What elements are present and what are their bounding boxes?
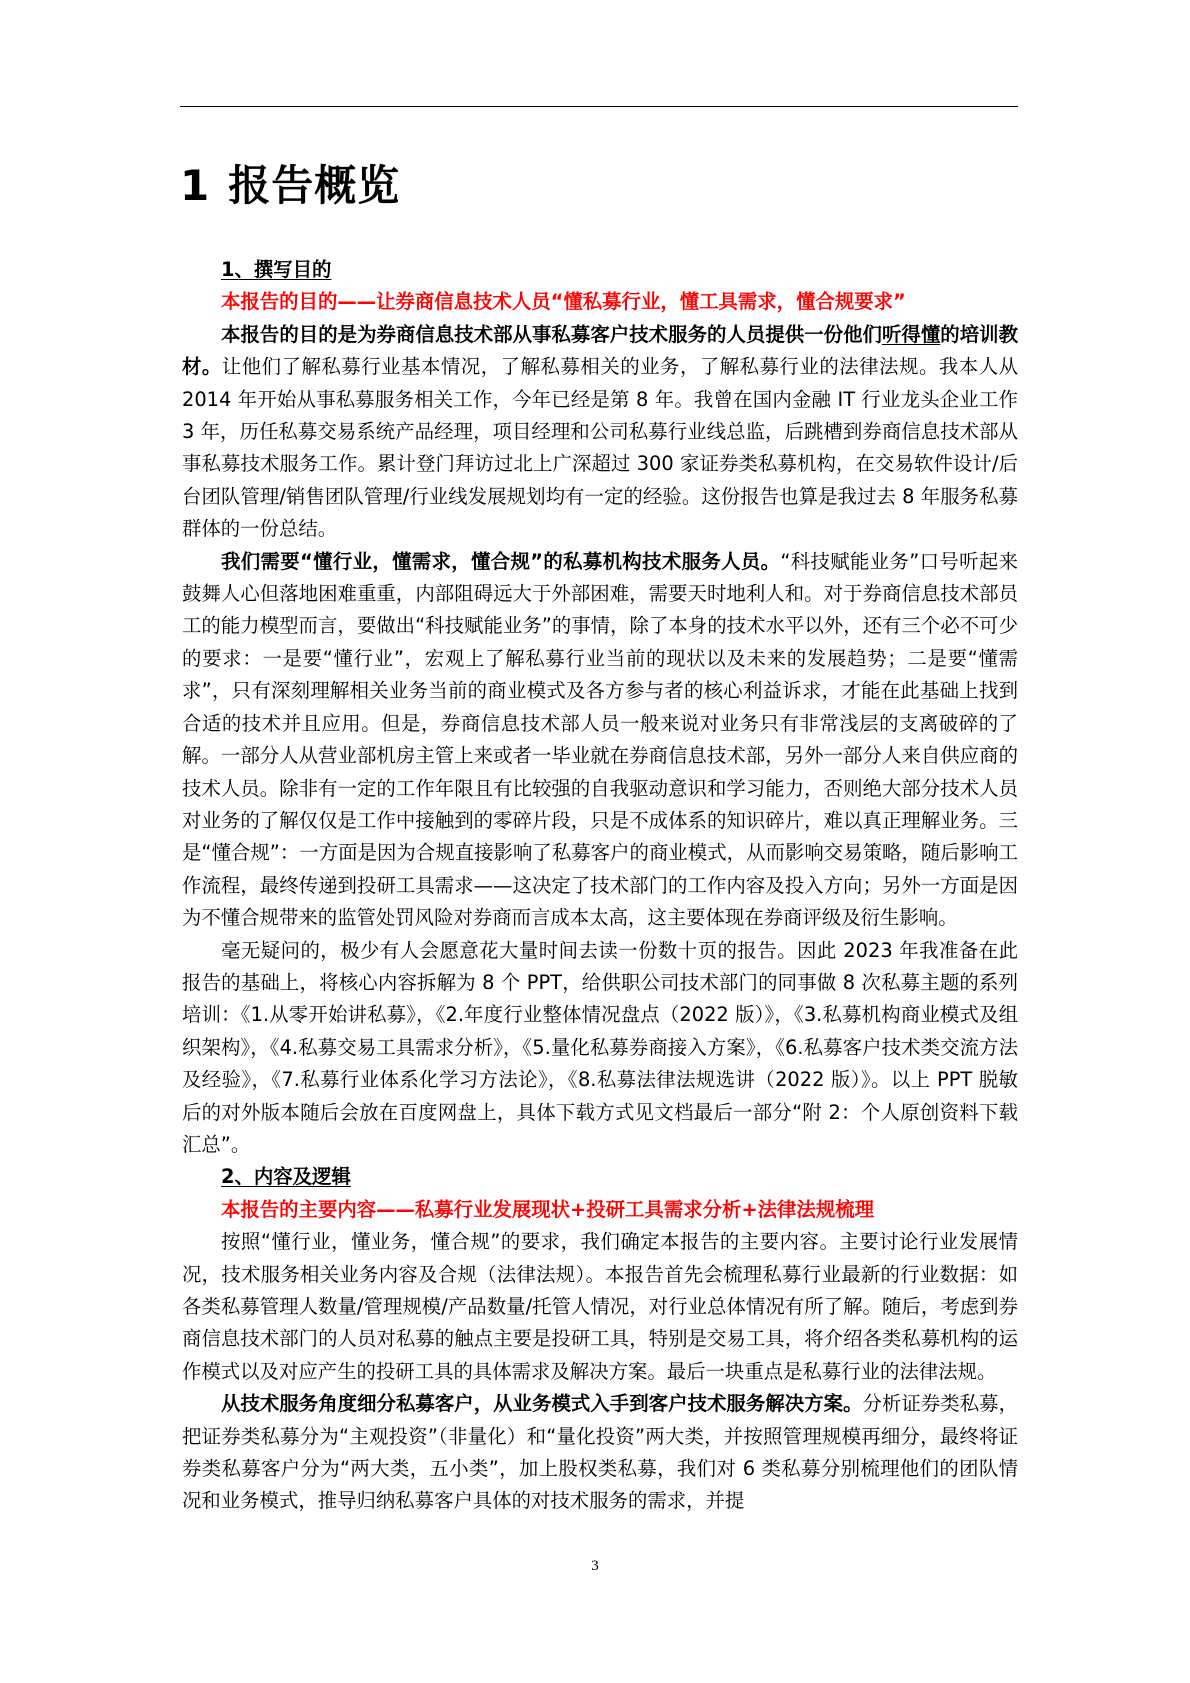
paragraph-content-1: 按照“懂行业，懂业务，懂合规”的要求，我们确定本报告的主要内容。主要讨论行业发展情况，技术服务相关业务内容及合规（法律法规）。本报告首先会梳理私募行业最新的行业数据：如各类私募管理人数量/管理规模/产品数量/托管人情况，对行业总体情况有所了解。随后，考虑到券商信息技术部门的人员对私募的触点主要是投研工具，特别是交易工具，将介绍各类私募机构的运作模式以及对应产生的投研工具的具体需求及解决方案。最后一块重点是私募行业的法律法规。 bbox=[182, 1230, 1018, 1383]
page-number: 3 bbox=[591, 1558, 599, 1574]
paragraph-purpose-3: 毫无疑问的，极少有人会愿意花大量时间去读一份数十页的报告。因此 2023 年我准备在此报告的基础上，将核心内容拆解为 8 个 PPT，给供职公司技术部门的同事做 8 次私募主题的系列培训：《1.从零开始讲私募》，《2.年度行业整体情况盘点（2022 版）》，《3.私募机构商业模式及组织架构》，《4.私募交易工具需求分析》，《5.量化私募券商接入方案》，《6.私募客户技术类交流方法及经验》，《7.私募行业体系化学习方法论》，《8.私募法律法规选讲（2022 版）》。以上 PPT 脱敏后的对外版本随后会放在百度网盘上，具体下载方式见文档最后一部分“附 2：个人原创资料下载汇总”。 bbox=[182, 938, 1018, 1156]
paragraph-lead-bold: 本报告的目的是为券商信息技术部从事私募客户技术服务的人员提供一份他们 bbox=[221, 322, 882, 346]
paragraph-lead-bold: 我们需要“懂行业，懂需求，懂合规”的私募机构技术服务人员。 bbox=[221, 549, 781, 573]
header-rule bbox=[180, 106, 1018, 107]
paragraph-text: 让他们了解私募行业基本情况，了解私募相关的业务，了解私募行业的法律法规。我本人从 2014 年开始从事私募服务相关工作，今年已经是第 8 年。我曾在国内金融 IT 行业龙头企业工作 3 年，历任私募交易系统产品经理，项目经理和公司私募行业线总监，后跳槽到券商信息技术部从事私募技术服务工作。累计登门拜访过北上广深超过 300 家证券类私募机构，在交易软件设计/后台团队管理/销售团队管理/行业线发展规划均有一定的经验。这份报告也算是我过去 8 年服务私募群体的一份总结。 bbox=[182, 355, 1019, 541]
chapter-number: 1 bbox=[180, 161, 211, 210]
section-heading-content: 2、内容及逻辑 bbox=[221, 1165, 351, 1189]
chapter-title bbox=[180, 158, 400, 214]
paragraph-content-2 bbox=[182, 1388, 1018, 1518]
section-heading-purpose: 1、撰写目的 bbox=[221, 258, 332, 281]
paragraph-text: 分析证券类私募，把证券类私募分为“主观投资”（非量化）和“量化投资”两大类，并按照管理规模再细分，最终将证券类私募客户分为“两大类，五小类”，加上股权类私募，我们对 6 类私募分别梳理他们的团队情况和业务模式，推导归纳私募客户具体的对技术服务的需求，并提 bbox=[182, 1392, 1019, 1513]
highlight-heading-content: 本报告的主要内容——私募行业发展现状+投研工具需求分析+法律法规梳理 bbox=[221, 1197, 874, 1221]
paragraph-purpose-1 bbox=[182, 319, 1018, 546]
paragraph-purpose-2 bbox=[182, 546, 1018, 935]
paragraph-lead-underlined: 听得懂 bbox=[881, 322, 941, 346]
paragraph-lead-bold-tail: 的培训教材。 bbox=[182, 322, 1019, 379]
paragraph-text: “科技赋能业务”口号听起来鼓舞人心但落地困难重重，内部阻碍远大于外部困难，需要天时地利人和。对于券商信息技术部员工的能力模型而言，要做出“科技赋能业务”的事情，除了本身的技术水平以外，还有三个必不可少的要求：一是要“懂行业”，宏观上了解私募行业当前的现状以及未来的发展趋势；二是要“懂需求”，只有深刻理解相关业务当前的商业模式及各方参与者的核心利益诉求，才能在此基础上找到合适的技术并且应用。但是，券商信息技术部人员一般来说对业务只有非常浅层的支离破碎的了解。一部分人从营业部机房主管上来或者一毕业就在券商信息技术部，另外一部分人来自供应商的技术人员。除非有一定的工作年限且有比较强的自我驱动意识和学习能力，否则绝大部分技术人员对业务的了解仅仅是工作中接触到的零碎片段，只是不成体系的知识碎片，难以真正理解业务。三是“懂合规”：一方面是因为合规直接影响了私募客户的商业模式，从而影响交易策略，随后影响工作流程，最终传递到投研工具需求——这决定了技术部门的工作内容及投入方向；另外一方面是因为不懂合规带来的监管处罚风险对券商而言成本太高，这主要体现在券商评级及衍生影响。 bbox=[182, 549, 1018, 930]
highlight-heading-purpose: 本报告的目的——让券商信息技术人员“懂私募行业，懂工具需求，懂合规要求” bbox=[221, 290, 906, 314]
paragraph-lead-bold: 从技术服务角度细分私募客户，从业务模式入手到客户技术服务解决方案。 bbox=[221, 1392, 863, 1416]
document-body bbox=[182, 254, 1018, 1518]
chapter-title-text: 报告概览 bbox=[228, 161, 401, 210]
